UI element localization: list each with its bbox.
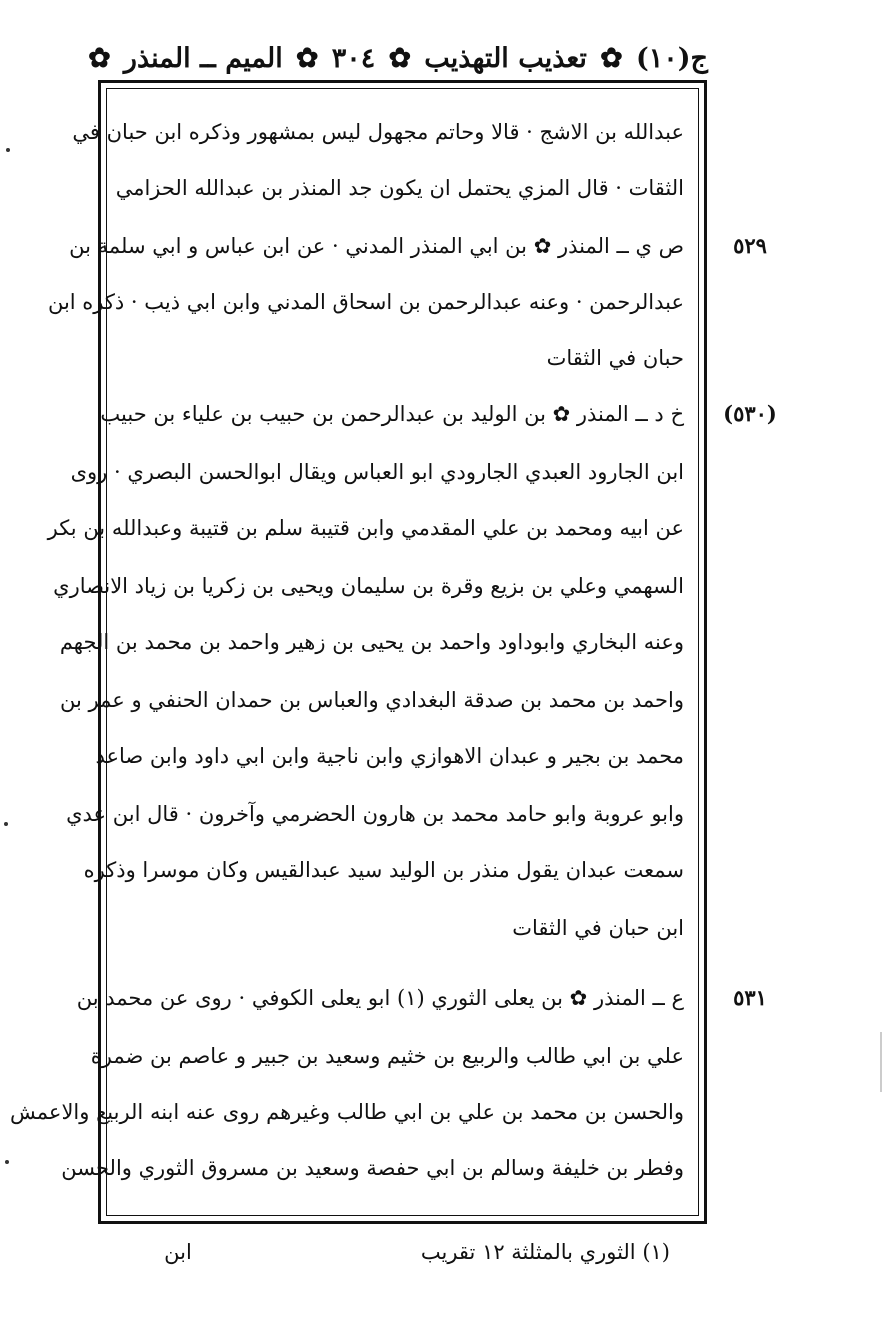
text-line: واحمد بن محمد بن صدقة البغدادي والعباس بن حمدان الحنفي و عمر بن bbox=[60, 688, 684, 712]
text-line: الثقات · قال المزي يحتمل ان يكون جد المنذر بن عبدالله الحزامي bbox=[115, 176, 684, 200]
scan-speck bbox=[4, 822, 8, 826]
running-header bbox=[88, 38, 708, 78]
flower-ornament-icon: ✿ bbox=[88, 42, 111, 74]
page-number: ٣٠٤ bbox=[331, 42, 376, 74]
book-title: تعذيب التهذيب bbox=[424, 42, 587, 74]
entry-number: ٥٢٩ bbox=[733, 233, 767, 258]
text-line: ابن الجارود العبدي الجارودي ابو العباس ويقال ابوالحسن البصري · روى bbox=[70, 460, 684, 484]
scan-speck bbox=[6, 148, 10, 152]
text-line: ع ــ المنذر ✿ بن يعلى الثوري (١) ابو يعلى الكوفي · روى عن محمد بن bbox=[76, 986, 684, 1010]
text-line: عن ابيه ومحمد بن علي المقدمي وابن قتيبة سلم بن قتيبة وعبدالله بن بكر bbox=[47, 516, 684, 540]
scan-speck bbox=[5, 1160, 9, 1164]
flower-ornament-icon: ✿ bbox=[388, 42, 412, 74]
entry-number: (٥٣٠) bbox=[723, 401, 777, 426]
text-line: السهمي وعلي بن بزيع وقرة بن سليمان ويحيى بن زكريا بن زياد الانصاري bbox=[53, 574, 684, 598]
text-line: علي بن ابي طالب والربيع بن خثيم وسعيد بن جبير و عاصم بن ضمرة bbox=[90, 1044, 684, 1068]
catchword: ابن bbox=[164, 1240, 192, 1264]
text-line: خ د ــ المنذر ✿ بن الوليد بن عبدالرحمن بن حبيب بن علياء بن حبيب bbox=[100, 402, 684, 426]
flower-ornament-icon: ✿ bbox=[295, 42, 319, 74]
text-line: عبدالرحمن · وعنه عبدالرحمن بن اسحاق المدني وابن ابي ذيب · ذكره ابن bbox=[47, 290, 684, 314]
scan-edge-mark bbox=[880, 1032, 882, 1092]
text-line: والحسن بن محمد بن علي بن ابي طالب وغيرهم روى عنه ابنه الربيع والاعمش bbox=[10, 1100, 684, 1124]
text-line: وفطر بن خليفة وسالم بن ابي حفصة وسعيد بن مسروق الثوري والحسن bbox=[61, 1156, 684, 1180]
text-line: عبدالله بن الاشج · قالا وحاتم مجهول ليس بمشهور وذكره ابن حبان في bbox=[72, 120, 684, 144]
entry-number: ٥٣١ bbox=[733, 985, 767, 1010]
volume-label: ج(١٠) bbox=[635, 42, 708, 74]
footnote: (١) الثوري بالمثلثة ١٢ تقريب bbox=[420, 1240, 670, 1264]
section-title: الميم ــ المنذر bbox=[123, 42, 283, 74]
text-line: حبان في الثقات bbox=[546, 346, 684, 370]
text-line: وابو عروبة وابو حامد محمد بن هارون الحضرمي وآخرون · قال ابن عدي bbox=[66, 802, 684, 826]
text-line: محمد بن بجير و عبدان الاهوازي وابن ناجية وابن ابي داود وابن صاعد bbox=[95, 744, 684, 768]
text-line: ص ي ــ المنذر ✿ بن ابي المنذر المدني · عن ابن عباس و ابي سلمة بن bbox=[69, 234, 684, 258]
flower-ornament-icon: ✿ bbox=[600, 42, 623, 74]
text-line: سمعت عبدان يقول منذر بن الوليد سيد عبدالقيس وكان موسرا وذكره bbox=[83, 858, 684, 882]
text-line: وعنه البخاري وابوداود واحمد بن يحيى بن زهير واحمد بن محمد بن الجهم bbox=[59, 630, 684, 654]
text-line: ابن حبان في الثقات bbox=[512, 916, 684, 940]
